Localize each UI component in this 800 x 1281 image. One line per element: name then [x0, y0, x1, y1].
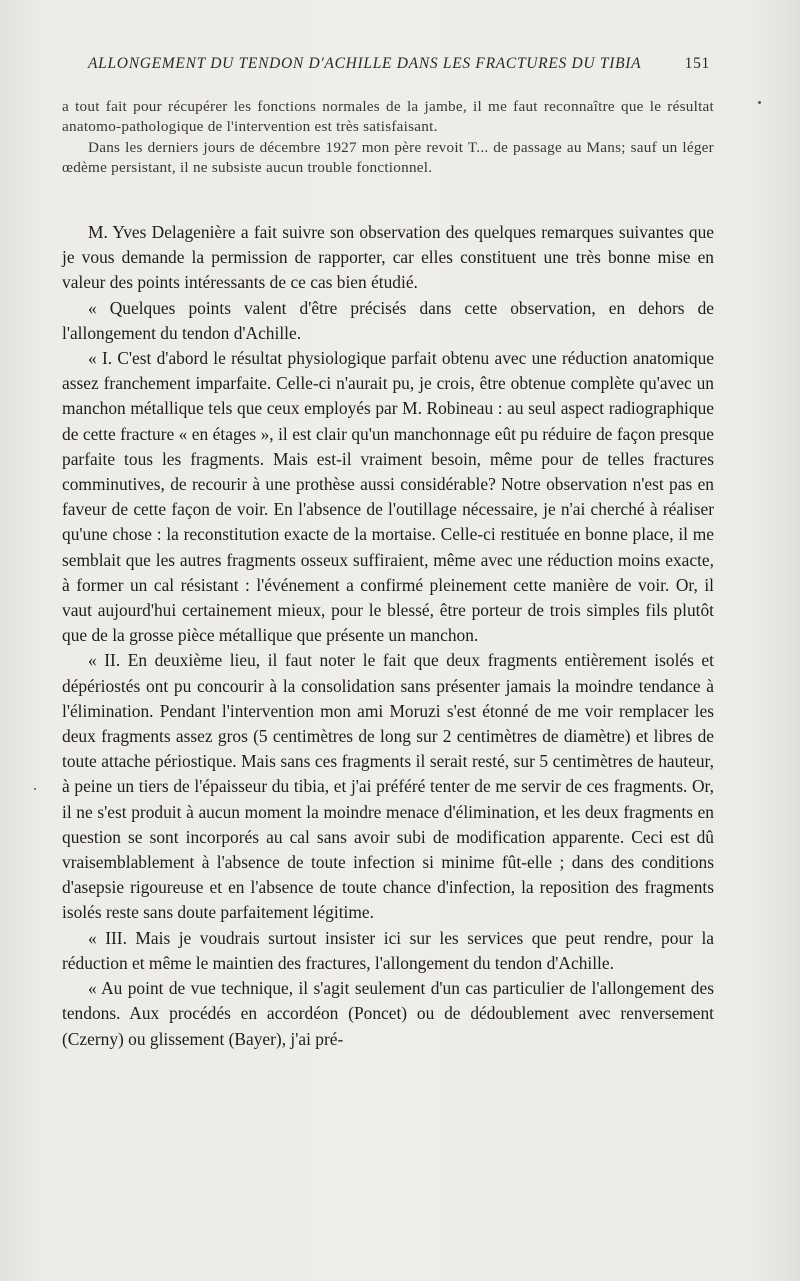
- paragraph-remarks-intro: M. Yves Delagenière a fait suivre son observation des quelques remarques suivantes que je vous demande la permission de rapporter, car elles constituent une très bonne mise en valeur des points intéressants de ce cas bien étudié.: [62, 222, 714, 293]
- small-paragraph-2: Dans les derniers jours de décembre 1927 mon père revoit T... de passage au Mans; sauf un léger œdème persistant, il ne subsiste aucun trouble fonctionnel.: [62, 138, 714, 176]
- paragraph-point-one: « I. C'est d'abord le résultat physiologique parfait obtenu avec une réduction anatomique assez franchement imparfaite. Celle-ci n'aurait pu, je crois, être obtenue complète qu'avec un manchon métallique tels que ceux employés par M. Robineau : au seul aspect radiographique de cette fracture « en étages », il est clair qu'un manchonnage eût pu réduire de façon presque parfaite tous les fragments. Mais est-il vraiment besoin, même pour de telles fractures comminutives, de recourir à une prothèse aussi considérable? Notre observation n'est pas en faveur de cette façon de voir. En l'absence de l'outillage nécessaire, je n'ai cherché à réaliser qu'une chose : la reconstitution exacte de la mortaise. Celle-ci restituée en bonne place, il me semblait que les autres fragments osseux suffiraient, même avec une réduction moins exacte, à former un cal résistant : l'événement a confirmé pleinement cette manière de voir. Or, il vaut aujourd'hui certainement mieux, pour le blessé, être porteur de trois simples fils plutôt que de la grosse pièce métallique que présente un manchon.: [62, 348, 714, 646]
- main-text: [62, 220, 714, 1052]
- observation-end-small-print: [62, 97, 714, 178]
- ink-speck: [758, 101, 761, 104]
- paragraph-point-two: « II. En deuxième lieu, il faut noter le fait que deux fragments entièrement isolés et dépériostés ont pu concourir à la consolidation sans présenter jamais la moindre tendance à l'élimination. Pendant l'intervention mon ami Moruzi s'est étonné de me voir remplacer les deux fragments assez gros (5 centimètres de long sur 2 centimètres de diamètre) et libres de toute attache périostique. Mais sans ces fragments il serait resté, sur 5 centimètres de hauteur, à peine un tiers de l'épaisseur du tibia, et j'ai préféré tenter de me servir de ces fragments. Or, il ne s'est produit à aucun moment la moindre menace d'élimination, et les deux fragments en question se sont incorporés au cal sans avoir subi de modification apparente. Ceci est dû vraisemblablement à l'absence de toute infection si minime fût-elle ; dans des conditions d'asepsie rigoureuse et en l'absence de toute chance d'infection, la reposition des fragments isolés reste sans doute parfaitement légitime.: [62, 650, 714, 923]
- page-number: 151: [684, 55, 710, 72]
- running-title: ALLONGEMENT DU TENDON D'ACHILLE DANS LES FRACTURES DU TIBIA: [88, 55, 642, 72]
- ink-speck: [34, 788, 36, 790]
- running-header: [88, 55, 710, 73]
- paragraph-quelques-points: « Quelques points valent d'être précisés dans cette observation, en dehors de l'allongement du tendon d'Achille.: [62, 297, 714, 343]
- small-paragraph-1: a tout fait pour récupérer les fonctions normales de la jambe, il me faut reconnaître que le résultat anatomo-pathologique de l'intervention est très satisfaisant.: [62, 98, 714, 136]
- paragraph-point-three: « III. Mais je voudrais surtout insister ici sur les services que peut rendre, pour la réduction et même le maintien des fractures, l'allongement du tendon d'Achille.: [62, 927, 714, 973]
- paragraph-technique: « Au point de vue technique, il s'agit seulement d'un cas particulier de l'allongement des tendons. Aux procédés en accordéon (Poncet) ou de dédoublement avec renversement (Czerny) ou glissement (Bayer), j'ai pré-: [62, 978, 714, 1049]
